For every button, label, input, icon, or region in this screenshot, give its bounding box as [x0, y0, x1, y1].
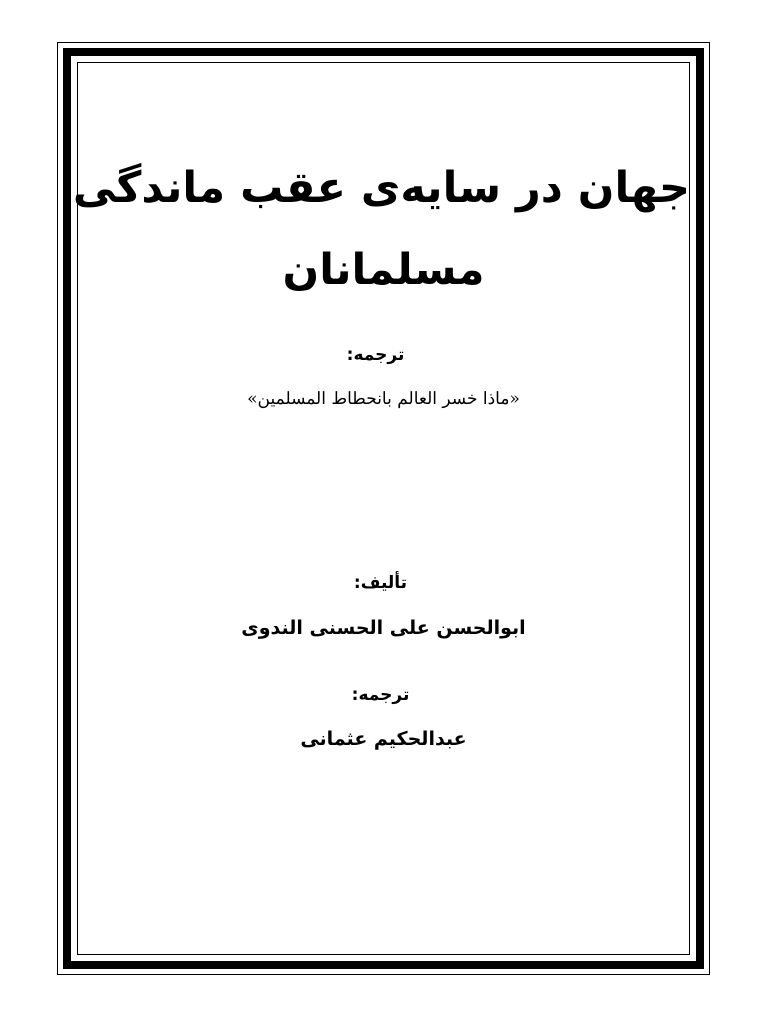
- translation-of-label-text: ترجمه:: [346, 345, 405, 365]
- author-name: ابوالحسن علی الحسنی الندوی: [241, 617, 526, 639]
- translation-of-label: [77, 342, 690, 368]
- author-label: [77, 570, 690, 596]
- book-title-line-1: جهان در سایه‌ی عقب ماندگی: [72, 163, 690, 213]
- translator-name-text: عبدالحکیم عثمانی: [300, 728, 467, 750]
- original-title-text: «ماذا خسر العالم بانحطاط المسلمين»: [247, 389, 520, 409]
- cover-page: [72, 62, 690, 955]
- translator-label: [77, 682, 690, 708]
- author-label-text: تألیف:: [353, 573, 408, 593]
- translator-name: [77, 725, 690, 753]
- translator-label-text: ترجمه:: [351, 685, 410, 705]
- original-title: [77, 386, 690, 412]
- book-title-line-2: مسلمانان: [282, 245, 485, 295]
